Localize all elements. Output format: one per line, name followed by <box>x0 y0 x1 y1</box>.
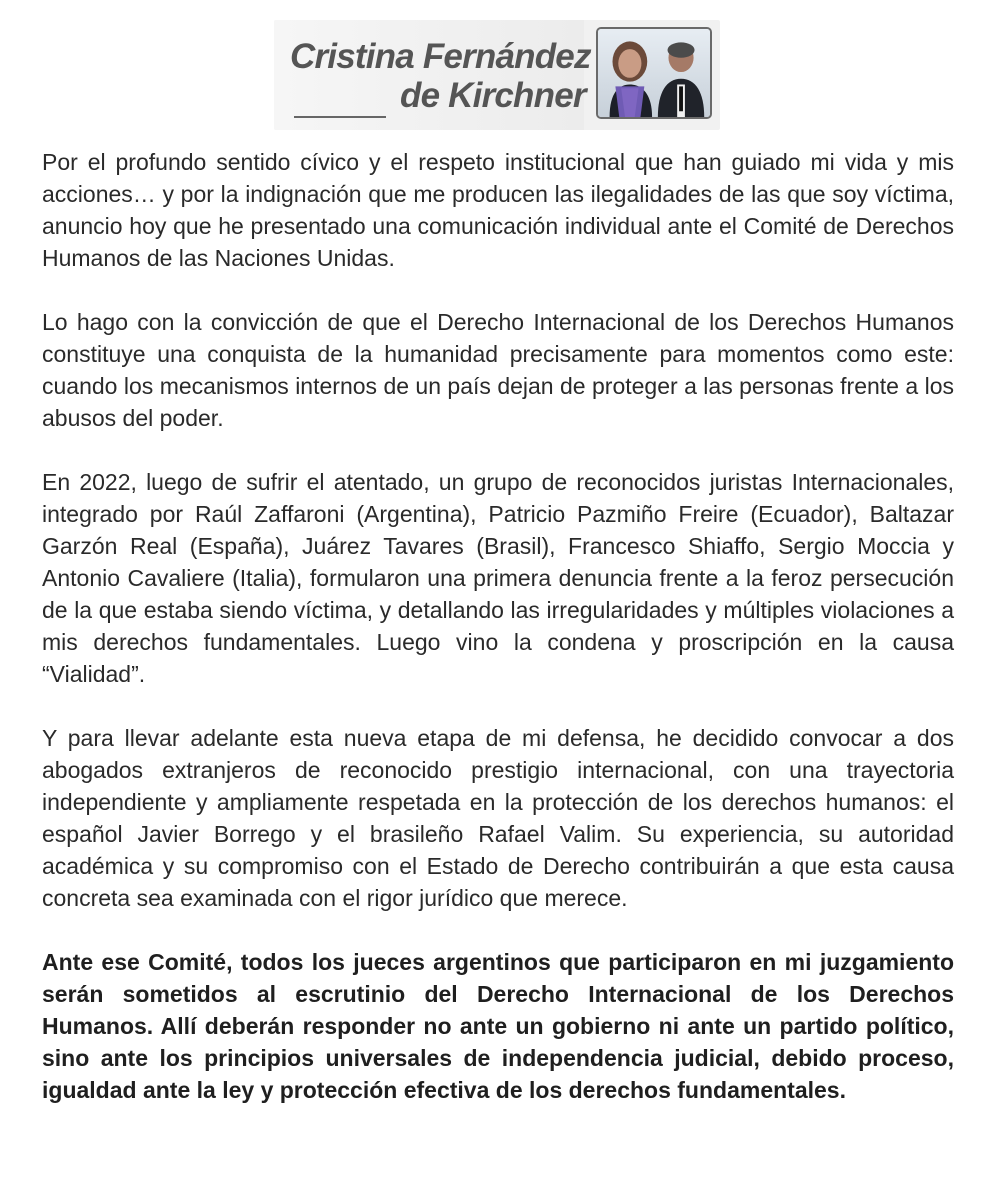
logo-underline <box>294 116 386 118</box>
paragraph-5-bold: Ante ese Comité, todos los jueces argentinos que participaron en mi juzgamiento serán sometidos al escrutinio del Derecho Internacional de los Derechos Humanos. Allí deberán responder no ante un gobierno ni ante un partido político, sino ante los principios universales de independencia judicial, debido proceso, igualdad ante la ley y protección efectiva de los derechos fundamentales. <box>42 949 954 1103</box>
paragraph-1: Por el profundo sentido cívico y el respeto institucional que han guiado mi vida y mis acciones… y por la indignación que me producen las ilegalidades de las que soy víctima, anuncio hoy que he presentado una comunicación individual ante el Comité de Derechos Humanos de las Naciones Unidas. <box>42 149 954 271</box>
header-banner <box>274 20 720 130</box>
paragraph-3: En 2022, luego de sufrir el atentado, un grupo de reconocidos juristas Internacionales, integrado por Raúl Zaffaroni (Argentina), Patricio Pazmiño Freire (Ecuador), Baltazar Garzón Real (España), Juárez Tavares (Brasil), Francesco Shiaffo, Sergio Moccia y Antonio Cavaliere (Italia), formularon una primera denuncia frente a la feroz persecución de la que estaba siendo víctima, y detallando las irregularidades y múltiples violaciones a mis derechos fundamentales. Luego vino la condena y proscripción en la causa “Vialidad”. <box>42 469 954 687</box>
logo-title-line1: Cristina Fernández <box>290 37 591 76</box>
logo-title-line2: de Kirchner <box>400 76 586 115</box>
header-photo <box>596 27 712 119</box>
statement-body <box>42 146 954 1138</box>
paragraph-2: Lo hago con la convicción de que el Derecho Internacional de los Derechos Humanos constituye una conquista de la humanidad precisamente para momentos como este: cuando los mecanismos internos de un país dejan de proteger a las personas frente a los abusos del poder. <box>42 309 954 431</box>
paragraph-4: Y para llevar adelante esta nueva etapa de mi defensa, he decidido convocar a dos abogados extranjeros de reconocido prestigio internacional, con una trayectoria independiente y ampliamente respetada en la protección de los derechos humanos: el español Javier Borrego y el brasileño Rafael Valim. Su experiencia, su autoridad académica y su compromiso con el Estado de Derecho contribuirán a que esta causa concreta sea examinada con el rigor jurídico que merece. <box>42 725 954 911</box>
